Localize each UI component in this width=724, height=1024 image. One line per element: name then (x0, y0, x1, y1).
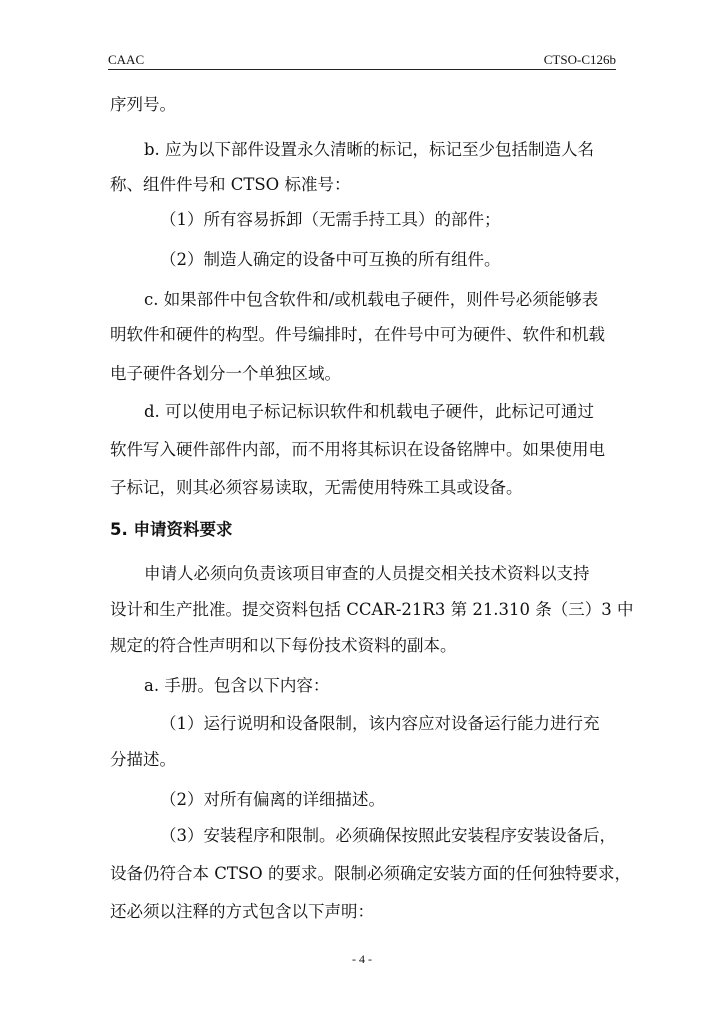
paragraph-line: 称、组件件号和 CTSO 标准号： (110, 175, 351, 194)
paragraph-line: 电子硬件各划分一个单独区域。 (110, 364, 341, 383)
paragraph-line: 申请人必须向负责该项目审查的人员提交相关技术资料以支持 (144, 564, 590, 583)
list-item: （3）安装程序和限制。必须确保按照此安装程序安装设备后， (160, 826, 616, 845)
section-heading: 5. 申请资料要求 (110, 520, 233, 539)
paragraph-line: b. 应为以下部件设置永久清晰的标记，标记至少包括制造人名 (144, 140, 595, 159)
paragraph-line: 还必须以注释的方式包含以下声明： (110, 902, 374, 921)
header-rule (108, 69, 616, 70)
header-org: CAAC (108, 52, 145, 67)
paragraph-line: 分描述。 (110, 750, 176, 769)
paragraph-line: d. 可以使用电子标记标识软件和机载电子硬件，此标记可通过 (144, 402, 595, 421)
paragraph-line: 软件写入硬件部件内部，而不用将其标识在设备铭牌中。如果使用电 (110, 440, 605, 459)
list-item: （2）制造人确定的设备中可互换的所有组件。 (160, 250, 501, 269)
paragraph-line: 序列号。 (110, 95, 176, 114)
paragraph-line: c. 如果部件中包含软件和/或机载电子硬件，则件号必须能够表 (144, 290, 599, 309)
paragraph-line: 子标记，则其必须容易读取，无需使用特殊工具或设备。 (110, 478, 523, 497)
list-item: （1）所有容易拆卸（无需手持工具）的部件； (160, 210, 501, 229)
page-header (108, 52, 616, 70)
paragraph-line: 设备仍符合本 CTSO 的要求。限制必须确定安装方面的任何独特要求， (110, 864, 631, 883)
list-item: （2）对所有偏离的详细描述。 (160, 790, 385, 809)
page-number: - 4 - (352, 952, 372, 966)
paragraph-line: a. 手册。包含以下内容： (144, 676, 330, 695)
list-item: （1）运行说明和设备限制，该内容应对设备运行能力进行充 (160, 714, 600, 733)
paragraph-line: 设计和生产批准。提交资料包括 CCAR-21R3 第 21.310 条（三）3 中 (110, 600, 634, 619)
paragraph-line: 明软件和硬件的构型。件号编排时，在件号中可为硬件、软件和机载 (110, 325, 605, 344)
paragraph-line: 规定的符合性声明和以下每份技术资料的副本。 (110, 636, 457, 655)
header-doc-id: CTSO-C126b (543, 52, 616, 67)
